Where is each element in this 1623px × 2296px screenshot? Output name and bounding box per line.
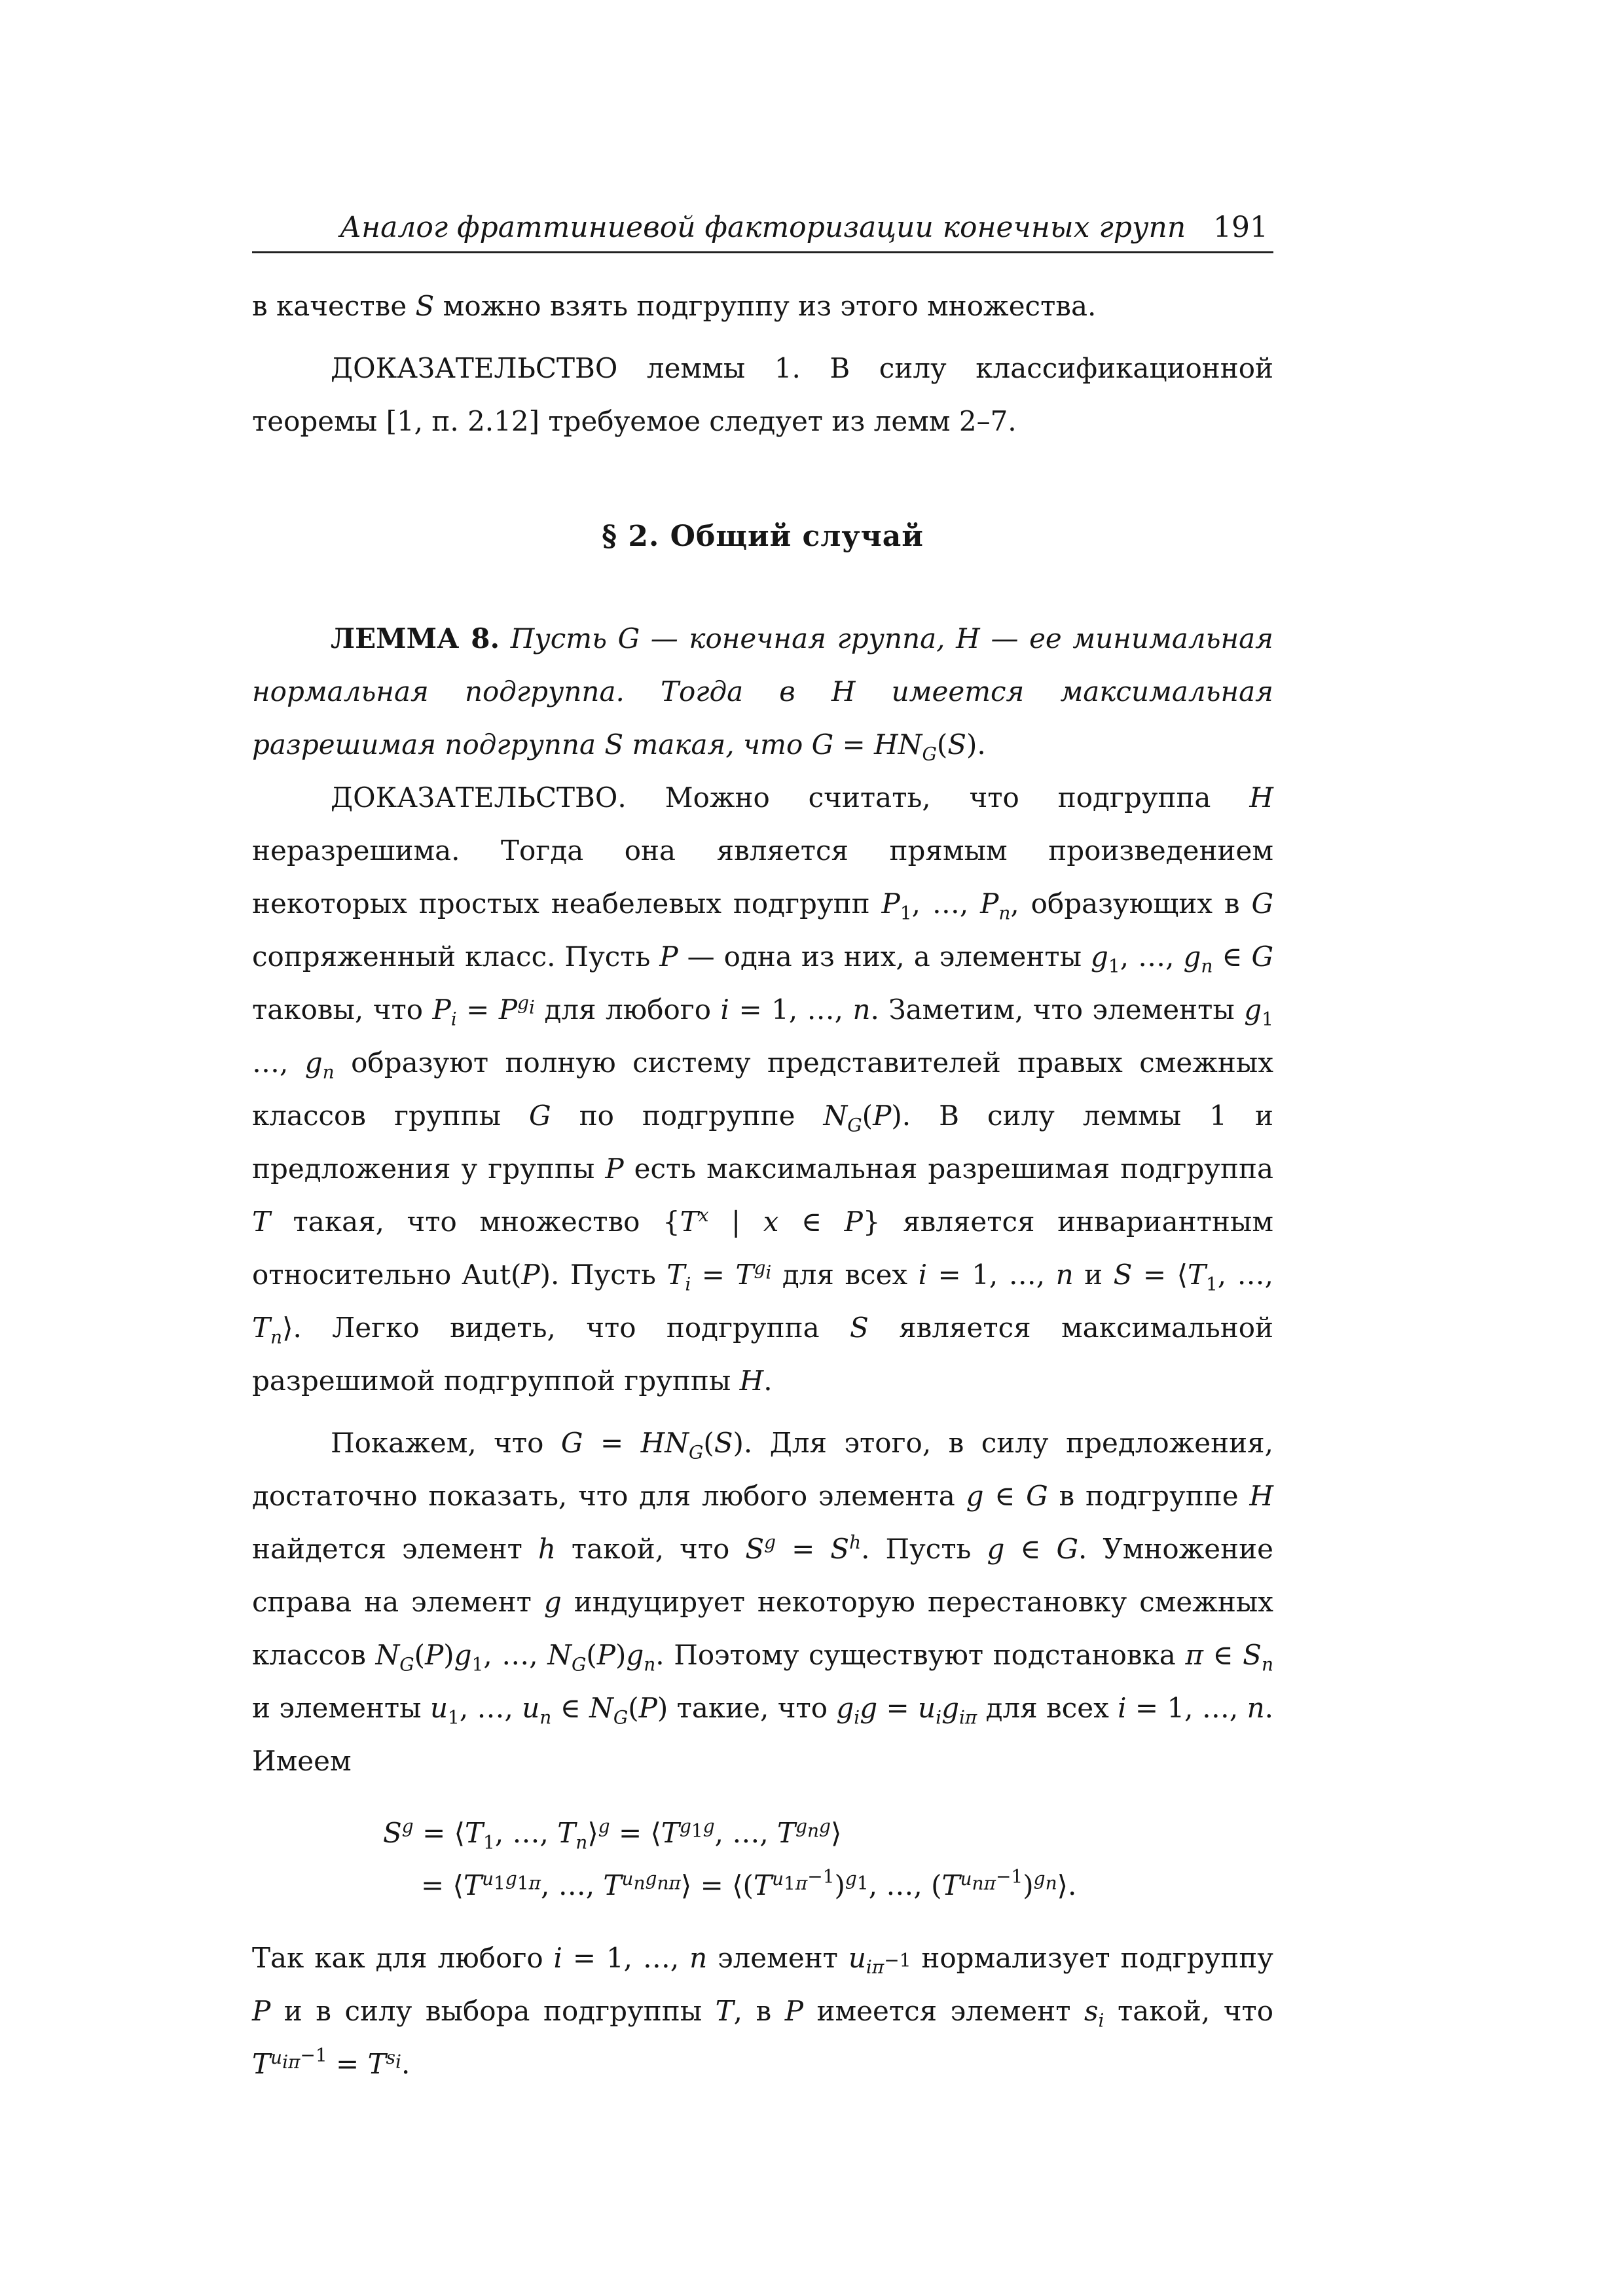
running-head (252, 196, 1273, 253)
second-paragraph: Покажем, что $G = HN_G(S)$. Для этого, в силу предложения, достаточно показать, что для любого элемента g ∈ G в подгруппе H найдется элемент h такой, что $S^g = S^h$. Пусть g ∈ G. Умножение справа на элемент g индуцирует некоторую перестановку смежных классов $N_G(P)g_1$, …, $N_G(P)g_n$. Поэтому существуют подстановка π ∈ $S_n$ и элементы $u_1$, …, $u_n$ ∈ $N_G(P)$ такие, что $g_ig = u_ig_{i\pi}$ для всех i = 1, …, n. Имеем (252, 1427, 1274, 1777)
intro-line: в качестве S можно взять подгруппу из этого множества. (252, 290, 1097, 322)
closing-paragraph: Так как для любого i = 1, …, n элемент $u_{i\pi^{-1}}$ нормализует подгруппу P и в силу выбора подгруппы T, в P имеется элемент $s_i$ такой, что $T^{u_{i\pi^{-1}}} = T^{s_i}$. (252, 1942, 1273, 2080)
display-equation (383, 1807, 1273, 1912)
page-number: 191 (1213, 211, 1268, 244)
proof-of-lemma-1: ДОКАЗАТЕЛЬСТВО леммы 1. В силу классификационной теоремы [1, п. 2.12] требуемое следует из лемм 2–7. (252, 352, 1273, 437)
section-title: § 2. Общий случай (602, 520, 924, 553)
page (252, 196, 1273, 2090)
lemma-8: ЛЕММА 8. Пусть G — конечная группа, H — ее минимальная нормальная подгруппа. Тогда в H имеется максимальная разрешимая подгруппа S такая, что $G = HN_G(S)$. (252, 622, 1273, 765)
equation-line-2: = $⟨T^{u_1g_{1\pi}}$, …, $T^{u_ng_{n\pi}}⟩$ = $⟨(T^{u_{1\pi^{-1}}})^{g_1}$, …, $(T^{u_{n\pi^{-1}}})^{g_n}⟩$. (421, 1865, 1077, 1901)
lemma-label: ЛЕММА 8. (331, 622, 500, 655)
running-title: Аналог фраттиниевой факторизации конечных групп (339, 211, 1186, 244)
proof-paragraph: ДОКАЗАТЕЛЬСТВО. Можно считать, что подгруппа H неразрешима. Тогда она является прямым произведением некоторых простых неабелевых подгрупп $P_1$, …, $P_n$, образующих в G сопряженный класс. Пусть P — одна из них, а элементы $g_1$, …, $g_n$ ∈ G таковы, что $P_i = P^{g_i}$ для любого i = 1, …, n. Заметим, что элементы $g_1$ …, $g_n$ образуют полную систему представителей правых смежных классов группы G по подгруппе $N_G(P)$. В силу леммы 1 и предложения у группы P есть максимальная разрешимая подгруппа T такая, что множество {$T^x$ | x ∈ P} является инвариантным относительно Aut(P). Пусть $T_i = T^{g_i}$ для всех i = 1, …, n и $S = ⟨T_1$, …, $T_n⟩$. Легко видеть, что подгруппа S является максимальной разрешимой подгруппой группы H. (252, 781, 1274, 1397)
equation-line-1: $S^g$ = $⟨T_1$, …, $T_n⟩^g$ = $⟨T^{g_1g}$, …, $T^{g_ng}⟩$ (383, 1816, 842, 1854)
